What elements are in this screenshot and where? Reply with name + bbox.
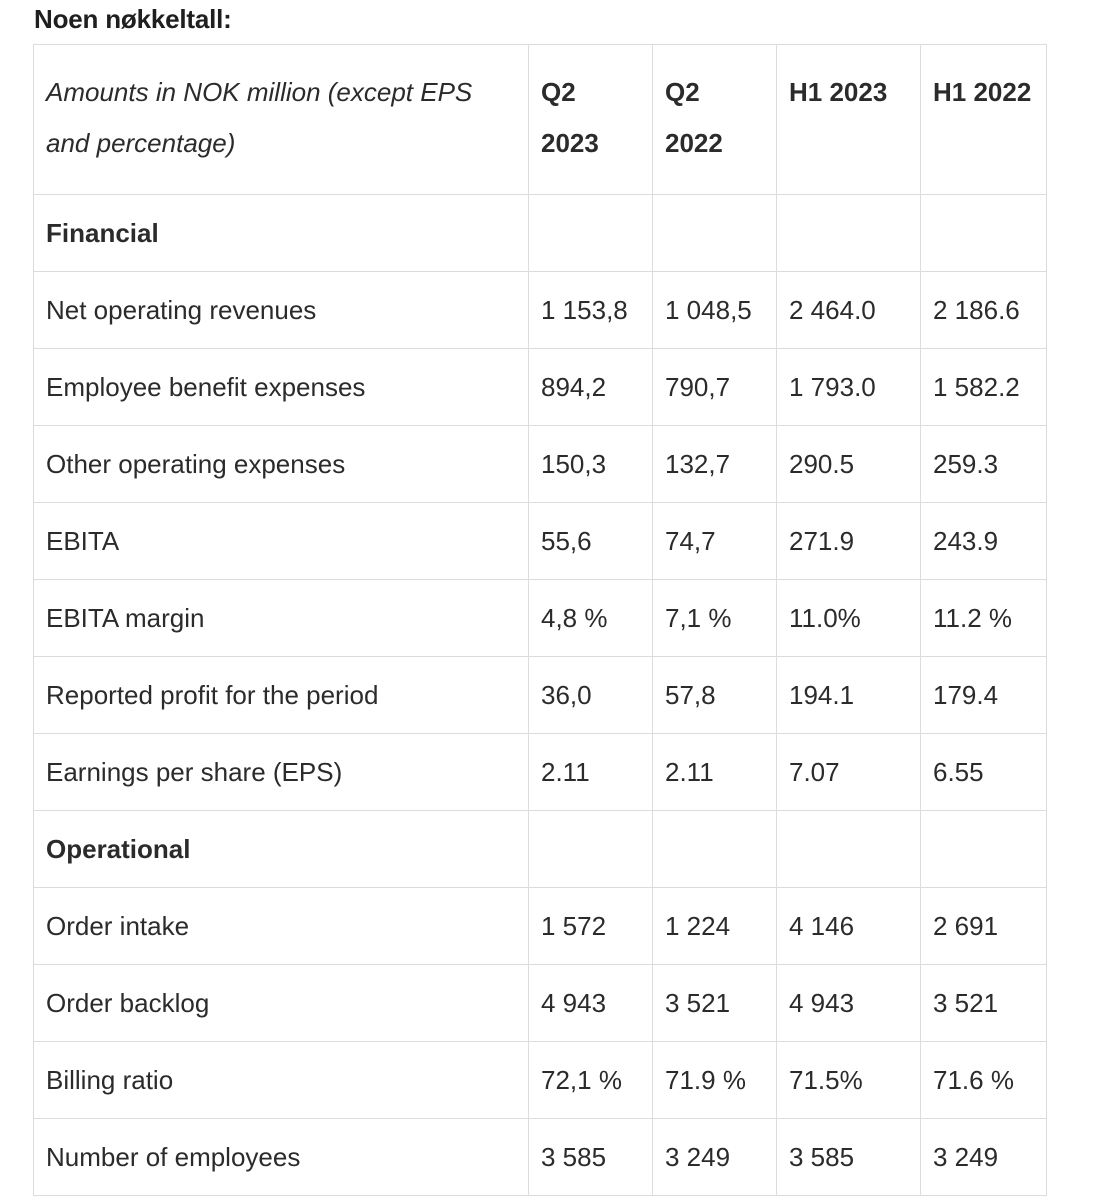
table-row [34, 426, 1047, 503]
section-label: Financial [34, 195, 529, 272]
table-cell: 179.4 [921, 657, 1047, 734]
table-cell [921, 811, 1047, 888]
table-cell: 71.6 % [921, 1042, 1047, 1119]
table-cell: 2 186.6 [921, 272, 1047, 349]
table-cell: 243.9 [921, 503, 1047, 580]
table-header-row [34, 45, 1047, 195]
table-cell: 150,3 [529, 426, 653, 503]
table-cell: 271.9 [777, 503, 921, 580]
section-row [34, 811, 1047, 888]
table-cell: 194.1 [777, 657, 921, 734]
table-cell: 11.2 % [921, 580, 1047, 657]
table-row [34, 965, 1047, 1042]
column-header-h1-2023: H1 2023 [777, 45, 921, 195]
table-cell: 4 943 [777, 965, 921, 1042]
table-cell: 71.9 % [653, 1042, 777, 1119]
table-cell: 72,1 % [529, 1042, 653, 1119]
row-label: EBITA margin [34, 580, 529, 657]
row-label: Net operating revenues [34, 272, 529, 349]
table-cell: 894,2 [529, 349, 653, 426]
table-cell: 2 464.0 [777, 272, 921, 349]
table-cell: 36,0 [529, 657, 653, 734]
table-cell [653, 811, 777, 888]
table-cell [653, 195, 777, 272]
column-header-h1-2022: H1 2022 [921, 45, 1047, 195]
table-cell: 74,7 [653, 503, 777, 580]
row-label: Order backlog [34, 965, 529, 1042]
table-cell: 3 585 [529, 1119, 653, 1196]
table-cell: 11.0% [777, 580, 921, 657]
table-cell: 2.11 [529, 734, 653, 811]
table-row [34, 503, 1047, 580]
table-cell: 6.55 [921, 734, 1047, 811]
table-row [34, 272, 1047, 349]
row-label: Number of employees [34, 1119, 529, 1196]
table-cell [777, 811, 921, 888]
row-label: Reported profit for the period [34, 657, 529, 734]
table-cell: 1 793.0 [777, 349, 921, 426]
section-row [34, 195, 1047, 272]
row-label: Employee benefit expenses [34, 349, 529, 426]
table-cell: 290.5 [777, 426, 921, 503]
table-cell: 3 521 [653, 965, 777, 1042]
table-description: Amounts in NOK million (except EPS and percentage) [34, 45, 529, 195]
table-row [34, 1042, 1047, 1119]
table-cell: 55,6 [529, 503, 653, 580]
table-row [34, 349, 1047, 426]
table-cell: 1 224 [653, 888, 777, 965]
table-cell [921, 195, 1047, 272]
table-cell: 1 582.2 [921, 349, 1047, 426]
row-label: Billing ratio [34, 1042, 529, 1119]
table-row [34, 734, 1047, 811]
table-cell: 4,8 % [529, 580, 653, 657]
row-label: Earnings per share (EPS) [34, 734, 529, 811]
row-label: EBITA [34, 503, 529, 580]
table-cell: 1 572 [529, 888, 653, 965]
table-cell: 71.5% [777, 1042, 921, 1119]
table-cell: 1 153,8 [529, 272, 653, 349]
table-row [34, 888, 1047, 965]
column-header-q2-2023: Q2 2023 [529, 45, 653, 195]
table-cell: 2 691 [921, 888, 1047, 965]
table-row [34, 657, 1047, 734]
table-cell: 259.3 [921, 426, 1047, 503]
row-label: Order intake [34, 888, 529, 965]
table-cell: 790,7 [653, 349, 777, 426]
table-cell: 57,8 [653, 657, 777, 734]
table-cell: 3 249 [921, 1119, 1047, 1196]
section-heading: Noen nøkkeltall: [34, 4, 232, 34]
row-label: Other operating expenses [34, 426, 529, 503]
table-row [34, 580, 1047, 657]
table-cell: 3 521 [921, 965, 1047, 1042]
table-cell: 4 146 [777, 888, 921, 965]
column-header-q2-2022: Q2 2022 [653, 45, 777, 195]
section-label: Operational [34, 811, 529, 888]
key-figures-table [33, 44, 1047, 1196]
table-cell: 3 585 [777, 1119, 921, 1196]
table-cell: 7,1 % [653, 580, 777, 657]
table-cell: 7.07 [777, 734, 921, 811]
table-cell [529, 195, 653, 272]
table-cell: 1 048,5 [653, 272, 777, 349]
table-cell: 2.11 [653, 734, 777, 811]
table-cell [777, 195, 921, 272]
table-body [34, 195, 1047, 1196]
table-cell: 132,7 [653, 426, 777, 503]
table-cell [529, 811, 653, 888]
table-cell: 3 249 [653, 1119, 777, 1196]
table-row [34, 1119, 1047, 1196]
table-cell: 4 943 [529, 965, 653, 1042]
